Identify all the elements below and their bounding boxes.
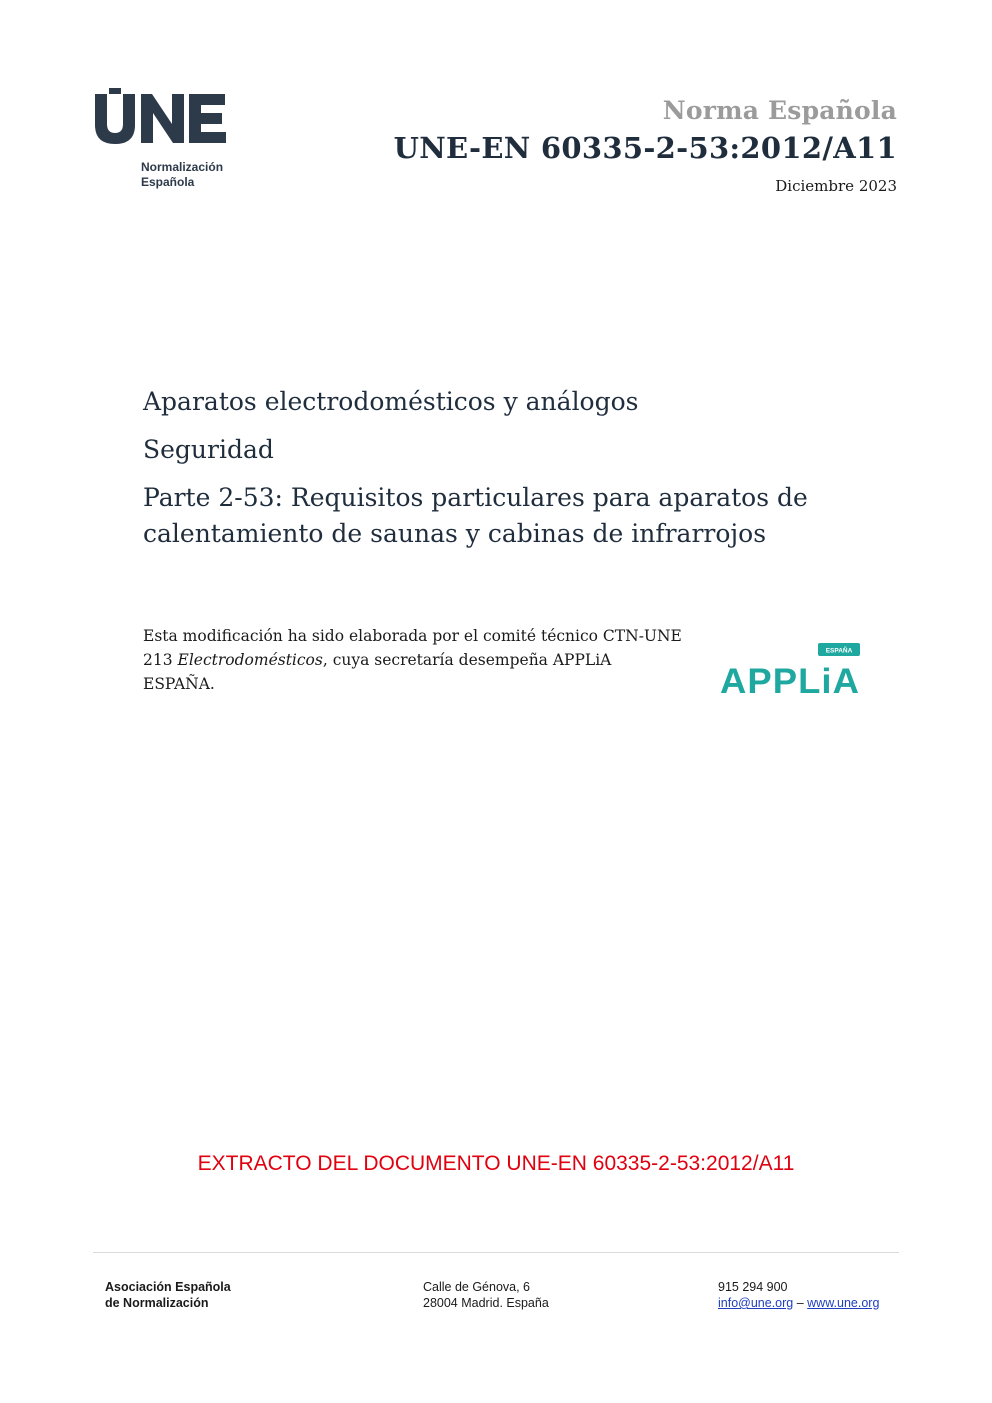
committee-paragraph xyxy=(143,624,683,696)
email-link[interactable]: info@une.org xyxy=(718,1296,794,1310)
title-line-2: Seguridad xyxy=(143,435,274,464)
website-link[interactable]: www.une.org xyxy=(807,1296,880,1310)
une-logo xyxy=(93,88,233,198)
footer-divider xyxy=(93,1252,899,1253)
committee-name-italic: Electrodomésticos xyxy=(177,651,323,669)
logo-sub-line2: Española xyxy=(141,175,195,189)
standard-date: Diciembre 2023 xyxy=(775,177,897,195)
logo-subtitle xyxy=(141,160,223,190)
footer-links xyxy=(718,1295,879,1311)
standard-header xyxy=(394,96,897,195)
applia-logo-icon xyxy=(720,643,862,698)
footer-address xyxy=(423,1279,549,1311)
footer-separator: – xyxy=(793,1296,808,1310)
committee-text-before: Esta modificación ha sido elaborada por el comité técnico CTN-UNE 213 xyxy=(143,627,682,669)
footer-address-line2: 28004 Madrid. España xyxy=(423,1296,549,1310)
footer-org-line2: de Normalización xyxy=(105,1296,209,1310)
standard-label: Norma Española xyxy=(662,96,897,125)
footer-contact xyxy=(718,1279,879,1311)
applia-badge-text: ESPAÑA xyxy=(825,647,853,655)
footer-org-line1: Asociación Española xyxy=(105,1280,231,1294)
standard-code: UNE-EN 60335-2-53:2012/A11 xyxy=(393,131,897,165)
title-line-3: Parte 2-53: Requisitos particulares para aparatos de calentamiento de saunas y cabinas de infrarrojos xyxy=(143,483,808,548)
extract-notice: EXTRACTO DEL DOCUMENTO UNE-EN 60335-2-53:2012/A11 xyxy=(197,1152,795,1175)
une-wordmark-icon xyxy=(93,88,227,146)
committee-text-after: , cuya secretaría desempeña APPLiA ESPAÑA. xyxy=(143,651,612,693)
footer-phone: 915 294 900 xyxy=(718,1280,788,1294)
document-titles xyxy=(143,384,863,564)
footer-address-line1: Calle de Génova, 6 xyxy=(423,1280,531,1294)
title-line-1: Aparatos electrodomésticos y análogos xyxy=(143,387,639,416)
footer-organization xyxy=(105,1279,231,1311)
applia-wordmark: APPLiA xyxy=(720,662,860,698)
logo-sub-line1: Normalización xyxy=(141,160,224,174)
